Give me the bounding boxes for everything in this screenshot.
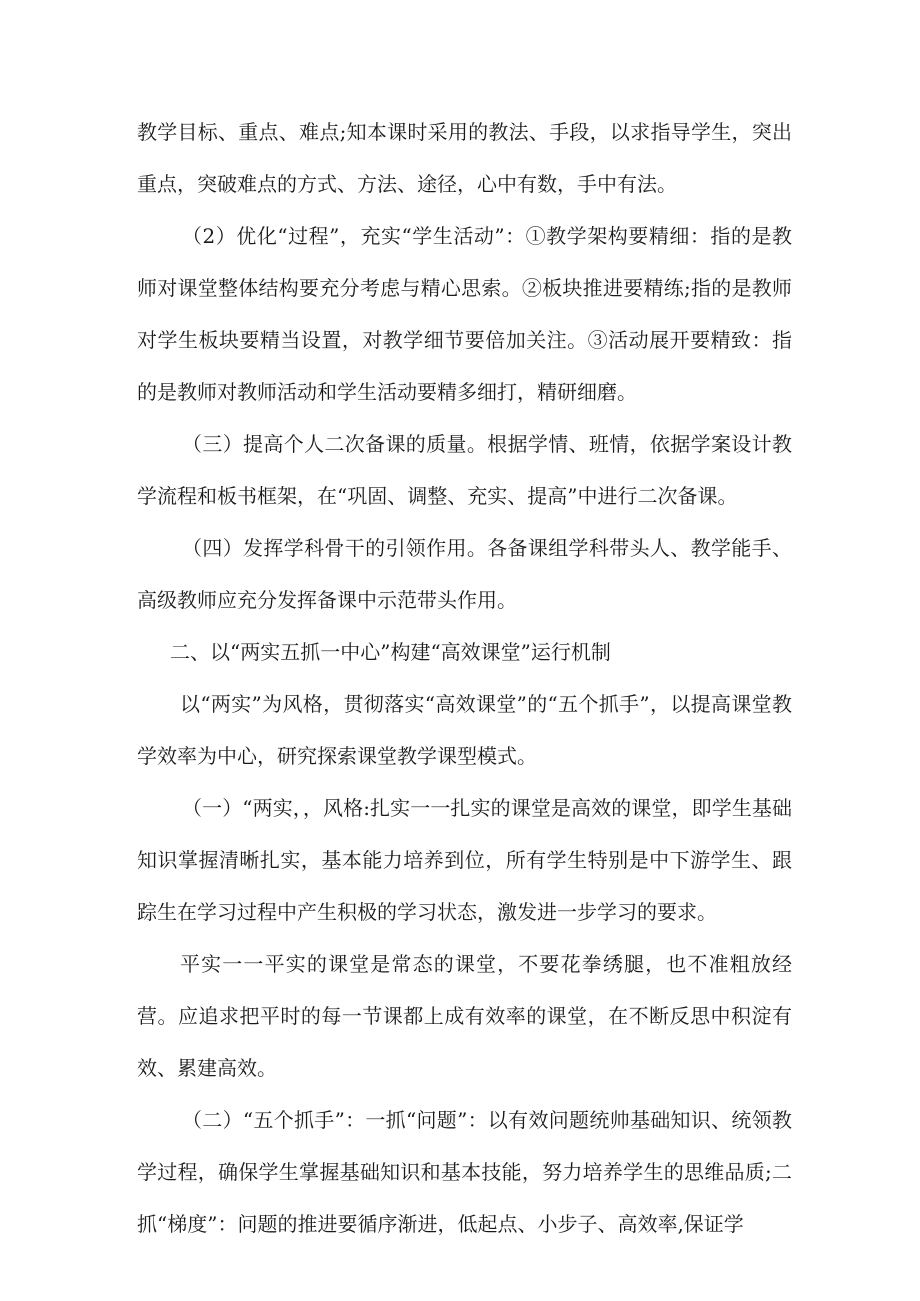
paragraph-teaching-goals: 教学目标、重点、难点;知本课时采用的教法、手段，以求指导学生，突出重点，突破难点的方式、方法、途径，心中有数，手中有法。 xyxy=(137,120,792,196)
paragraph-plain-classroom: 平实一一平实的课堂是常态的课堂，不要花拳绣腿，也不准粗放经营。应追求把平时的每一节课都上成有效率的课堂，在不断反思中积淀有效、累建高效。 xyxy=(137,952,792,1080)
section-heading-efficient-classroom: 二、以“两实五抓一中心”构建“高效课堂”运行机制 xyxy=(170,640,611,664)
paragraph-two-solid-style: 以“两实”为风格，贯彻落实“高效课堂”的“五个抓手”，以提高课堂教学效率为中心，研究探索课堂教学课型模式。 xyxy=(137,692,792,768)
paragraph-subject-leaders: （四）发挥学科骨干的引领作用。各备课组学科带头人、教学能手、高级教师应充分发挥备课中示范带头作用。 xyxy=(137,536,792,612)
paragraph-solid-classroom: （一）“两实，，风格:扎实一一扎实的课堂是高效的课堂，即学生基础知识掌握清晰扎实，基本能力培养到位，所有学生特别是中下游学生、跟踪生在学习过程中产生积极的学习状态，激发进一步学习的要求。 xyxy=(137,796,792,924)
paragraph-five-levers: （二）“五个抓手”：一抓“问题”：以有效问题统帅基础知识、统领教学过程，确保学生掌握基础知识和基本技能，努力培养学生的思维品质;二抓“梯度”：问题的推进要循序渐进，低起点、小步子、高效率,保证学 xyxy=(137,1108,792,1236)
paragraph-optimize-process: （2）优化“过程”，充实“学生活动”：①教学架构要精细：指的是教师对课堂整体结构要充分考虑与精心思索。②板块推进要精练;指的是教师对学生板块要精当设置，对教学细节要倍加关注。③活动展开要精致：指的是教师对教师活动和学生活动要精多细打，精研细磨。 xyxy=(137,224,792,404)
paragraph-second-preparation: （三）提高个人二次备课的质量。根据学情、班情，依据学案设计教学流程和板书框架，在“巩固、调整、充实、提高”中进行二次备课。 xyxy=(137,432,792,508)
document-body xyxy=(137,106,792,1250)
